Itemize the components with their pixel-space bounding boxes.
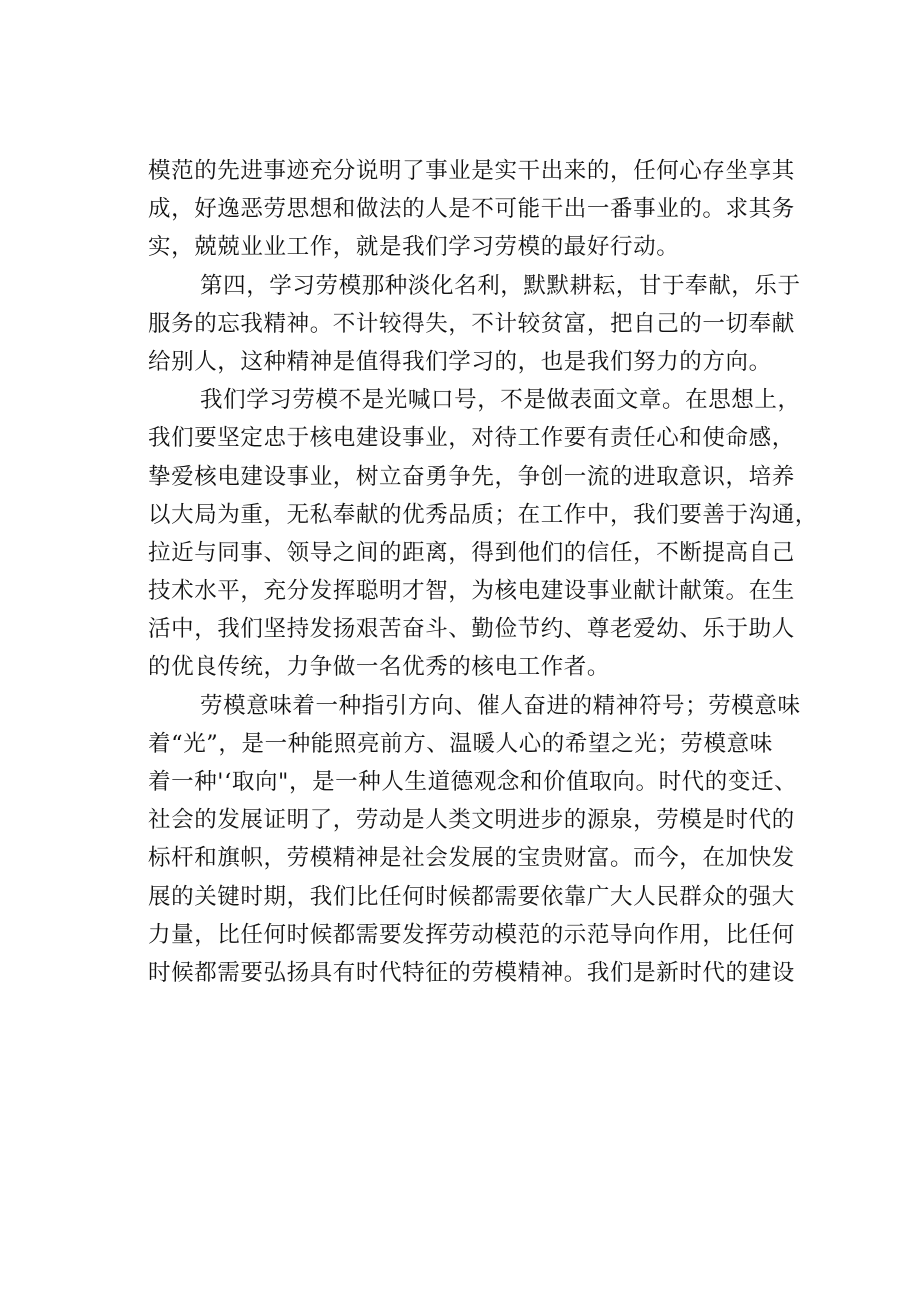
text-line: 社会的发展证明了，劳动是人类文明进步的源泉，劳模是时代的 xyxy=(148,807,795,834)
body-text xyxy=(148,152,818,992)
text-line: 我们学习劳模不是光喊口号，不是做表面文章。在思想上， xyxy=(200,387,801,414)
text-line: 的优良传统，力争做一名优秀的核电工作者。 xyxy=(148,654,611,681)
text-line: 挚爱核电建设事业，树立奋勇争先，争创一流的进取意识，培养 xyxy=(148,463,795,490)
text-line: 展的关键时期，我们比任何时候都需要依靠广大人民群众的强大 xyxy=(148,883,795,910)
text-line: 模范的先进事迹充分说明了事业是实干出来的，任何心存坐享其 xyxy=(148,158,795,184)
text-line: 力量，比任何时候都需要发挥劳动模范的示范导向作用，比任何 xyxy=(148,921,795,948)
text-line: 劳模意味着一种指引方向、催人奋进的精神符号；劳模意味 xyxy=(200,692,801,719)
text-line: 着一种'‘取向"，是一种人生道德观念和价值取向。时代的变迁、 xyxy=(148,769,798,795)
text-line: 标杆和旗帜，劳模精神是社会发展的宝贵财富。而今，在加快发 xyxy=(148,845,795,872)
text-line: 技术水平，充分发挥聪明才智，为核电建设事业献计献策。在生 xyxy=(148,578,795,605)
text-line: 活中，我们坚持发扬艰苦奋斗、勤俭节约、尊老爱幼、乐于助人 xyxy=(148,616,795,643)
text-line: 着“光”，是一种能照亮前方、温暖人心的希望之光；劳模意味 xyxy=(148,730,773,757)
text-line: 拉近与同事、领导之间的距离，得到他们的信任，不断提高自己 xyxy=(148,539,795,566)
text-line: 实，兢兢业业工作，就是我们学习劳模的最好行动。 xyxy=(148,234,680,261)
text-line: 以大局为重，无私奉献的优秀品质；在工作中，我们要善于沟通， xyxy=(148,501,818,528)
text-line: 我们要坚定忠于核电建设事业，对待工作要有责任心和使命感， xyxy=(148,425,795,452)
text-line: 第四，学习劳模那种淡化名利，默默耕耘，甘于奉献，乐于 xyxy=(200,272,801,299)
text-line: 服务的忘我精神。不计较得失，不计较贫富，把自己的一切奉献 xyxy=(148,310,795,337)
text-line: 成，好逸恶劳思想和做法的人是不可能干出一番事业的。求其务 xyxy=(148,196,795,223)
text-line: 给别人，这种精神是值得我们学习的，也是我们努力的方向。 xyxy=(148,348,772,375)
text-line: 时候都需要弘扬具有时代特征的劳模精神。我们是新时代的建设 xyxy=(148,959,795,986)
